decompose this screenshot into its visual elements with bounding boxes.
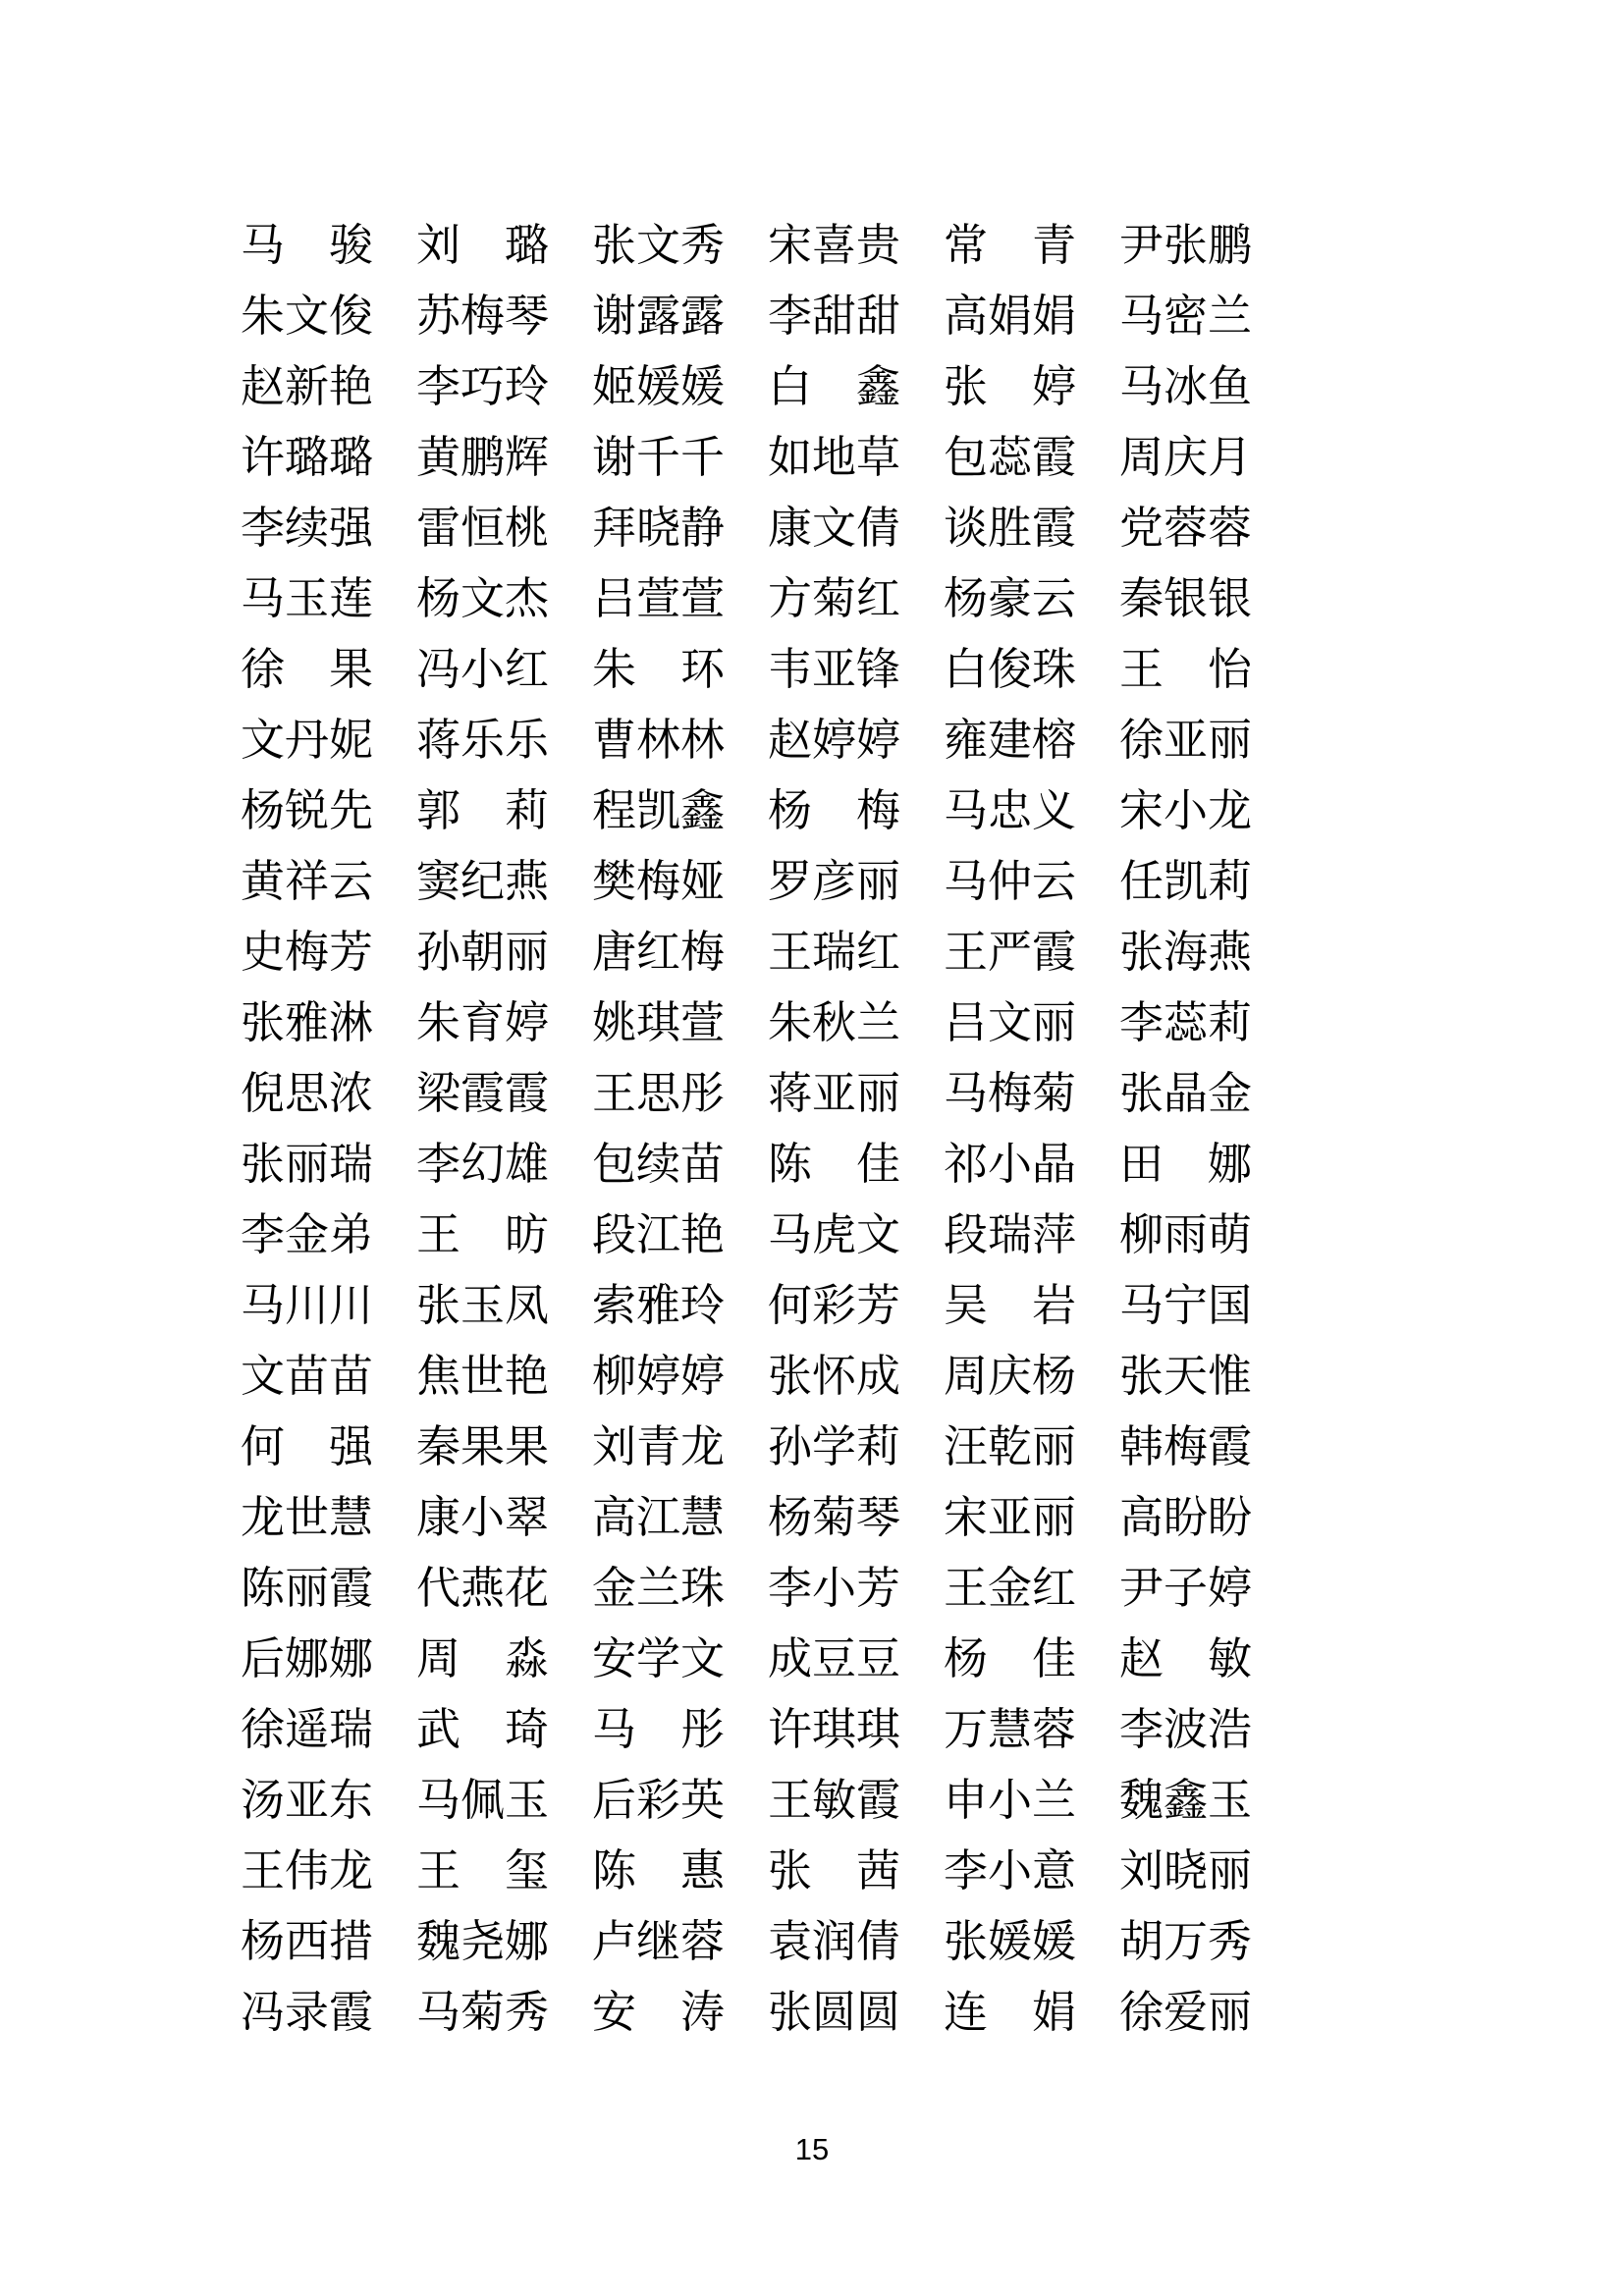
person-name: 韦亚锋 (768, 645, 901, 694)
person-name: 李金弟 (241, 1210, 374, 1259)
person-name: 刘 璐 (416, 221, 550, 270)
person-name: 倪思浓 (241, 1069, 374, 1118)
person-name: 武 琦 (416, 1705, 550, 1754)
person-name: 马梅菊 (944, 1069, 1077, 1118)
person-name: 冯录霞 (241, 1988, 374, 2037)
person-name: 李蕊莉 (1119, 998, 1253, 1047)
person-name: 宋亚丽 (944, 1493, 1077, 1542)
person-name: 徐爱丽 (1119, 1988, 1253, 2037)
person-name: 马 彤 (592, 1705, 726, 1754)
person-name: 马仲云 (944, 857, 1077, 906)
person-name: 焦世艳 (416, 1352, 550, 1401)
person-name: 王 怡 (1119, 645, 1253, 694)
person-name: 索雅玲 (592, 1281, 726, 1330)
person-name: 杨豪云 (944, 574, 1077, 623)
person-name: 魏鑫玉 (1119, 1776, 1253, 1825)
person-name: 李波浩 (1119, 1705, 1253, 1754)
person-name: 高江慧 (592, 1493, 726, 1542)
person-name: 姚琪萱 (592, 998, 726, 1047)
person-name: 徐亚丽 (1119, 716, 1253, 765)
person-name: 朱秋兰 (768, 998, 901, 1047)
person-name: 杨文杰 (416, 574, 550, 623)
person-name: 蒋乐乐 (416, 716, 550, 765)
person-name: 如地草 (768, 433, 901, 482)
person-name: 张晶金 (1119, 1069, 1253, 1118)
person-name: 安学文 (592, 1634, 726, 1683)
person-name: 徐遥瑞 (241, 1705, 374, 1754)
person-name: 马冰鱼 (1119, 362, 1253, 411)
person-name: 张玉凤 (416, 1281, 550, 1330)
person-name: 孙学莉 (768, 1422, 901, 1471)
person-name: 窦纪燕 (416, 857, 550, 906)
person-name: 唐红梅 (592, 928, 726, 977)
person-name: 李甜甜 (768, 292, 901, 341)
person-name: 马虎文 (768, 1210, 901, 1259)
person-name: 方菊红 (768, 574, 901, 623)
person-name: 张天惟 (1119, 1352, 1253, 1401)
person-name: 王 昉 (416, 1210, 550, 1259)
person-name: 谢千千 (592, 433, 726, 482)
person-name: 张海燕 (1119, 928, 1253, 977)
person-name: 金兰珠 (592, 1564, 726, 1613)
person-name: 汤亚东 (241, 1776, 374, 1825)
person-name: 许璐璐 (241, 433, 374, 482)
person-name: 赵新艳 (241, 362, 374, 411)
person-name: 苏梅琴 (416, 292, 550, 341)
person-name: 张丽瑞 (241, 1140, 374, 1189)
person-name: 马密兰 (1119, 292, 1253, 341)
person-name: 蒋亚丽 (768, 1069, 901, 1118)
person-name: 梁霞霞 (416, 1069, 550, 1118)
person-name: 安 涛 (592, 1988, 726, 2037)
person-name: 段江艳 (592, 1210, 726, 1259)
person-name: 郭 莉 (416, 786, 550, 835)
person-name: 冯小红 (416, 645, 550, 694)
person-name: 任凯莉 (1119, 857, 1253, 906)
person-name: 白 鑫 (768, 362, 901, 411)
person-name: 高娟娟 (944, 292, 1077, 341)
person-name: 姬媛媛 (592, 362, 726, 411)
person-name: 朱 环 (592, 645, 726, 694)
person-name: 吴 岩 (944, 1281, 1077, 1330)
person-name: 尹子婷 (1119, 1564, 1253, 1613)
person-name: 马宁国 (1119, 1281, 1253, 1330)
person-name: 包蕊霞 (944, 433, 1077, 482)
person-name: 周庆月 (1119, 433, 1253, 482)
person-name: 秦银银 (1119, 574, 1253, 623)
person-name: 谈胜霞 (944, 504, 1077, 553)
person-name: 朱文俊 (241, 292, 374, 341)
person-name: 张怀成 (768, 1352, 901, 1401)
person-name: 马玉莲 (241, 574, 374, 623)
person-name: 包续苗 (592, 1140, 726, 1189)
person-name: 段瑞萍 (944, 1210, 1077, 1259)
person-name: 杨菊琴 (768, 1493, 901, 1542)
person-name: 何彩芳 (768, 1281, 901, 1330)
person-name: 马川川 (241, 1281, 374, 1330)
person-name: 卢继蓉 (592, 1917, 726, 1966)
person-name: 柳婷婷 (592, 1352, 726, 1401)
person-name: 王思彤 (592, 1069, 726, 1118)
person-name: 文丹妮 (241, 716, 374, 765)
person-name: 许琪琪 (768, 1705, 901, 1754)
person-name: 张 婷 (944, 362, 1077, 411)
name-list (241, 210, 1252, 2048)
person-name: 孙朝丽 (416, 928, 550, 977)
person-name: 李小意 (944, 1846, 1077, 1896)
person-name: 黄鹏辉 (416, 433, 550, 482)
person-name: 袁润倩 (768, 1917, 901, 1966)
person-name: 赵婷婷 (768, 716, 901, 765)
person-name: 陈 惠 (592, 1846, 726, 1896)
person-name: 吕文丽 (944, 998, 1077, 1047)
person-name: 樊梅娅 (592, 857, 726, 906)
person-name: 康文倩 (768, 504, 901, 553)
person-name: 马菊秀 (416, 1988, 550, 2037)
person-name: 史梅芳 (241, 928, 374, 977)
person-name: 王 玺 (416, 1846, 550, 1896)
person-name: 文苗苗 (241, 1352, 374, 1401)
person-name: 徐 果 (241, 645, 374, 694)
person-name: 周庆杨 (944, 1352, 1077, 1401)
person-name: 周 淼 (416, 1634, 550, 1683)
person-name: 王金红 (944, 1564, 1077, 1613)
person-name: 李幻雄 (416, 1140, 550, 1189)
person-name: 后彩英 (592, 1776, 726, 1825)
person-name: 谢露露 (592, 292, 726, 341)
person-name: 胡万秀 (1119, 1917, 1253, 1966)
person-name: 李巧玲 (416, 362, 550, 411)
person-name: 马忠义 (944, 786, 1077, 835)
person-name: 连 娟 (944, 1988, 1077, 2037)
person-name: 龙世慧 (241, 1493, 374, 1542)
person-name: 雷恒桃 (416, 504, 550, 553)
person-name: 拜晓静 (592, 504, 726, 553)
person-name: 杨 梅 (768, 786, 901, 835)
person-name: 杨锐先 (241, 786, 374, 835)
person-name: 申小兰 (944, 1776, 1077, 1825)
person-name: 宋喜贵 (768, 221, 901, 270)
person-name: 常 青 (944, 221, 1077, 270)
person-name: 白俊珠 (944, 645, 1077, 694)
person-name: 成豆豆 (768, 1634, 901, 1683)
person-name: 杨西措 (241, 1917, 374, 1966)
person-name: 陈 佳 (768, 1140, 901, 1189)
person-name: 王严霞 (944, 928, 1077, 977)
person-name: 康小翠 (416, 1493, 550, 1542)
person-name: 田 娜 (1119, 1140, 1253, 1189)
person-name: 王瑞红 (768, 928, 901, 977)
person-name: 柳雨萌 (1119, 1210, 1253, 1259)
person-name: 秦果果 (416, 1422, 550, 1471)
person-name: 刘晓丽 (1119, 1846, 1253, 1896)
person-name: 朱育婷 (416, 998, 550, 1047)
person-name: 张文秀 (592, 221, 726, 270)
person-name: 杨 佳 (944, 1634, 1077, 1683)
person-name: 党蓉蓉 (1119, 504, 1253, 553)
person-name: 万慧蓉 (944, 1705, 1077, 1754)
person-name: 马 骏 (241, 221, 374, 270)
person-name: 祁小晶 (944, 1140, 1077, 1189)
person-name: 韩梅霞 (1119, 1422, 1253, 1471)
person-name: 后娜娜 (241, 1634, 374, 1683)
person-name: 李小芳 (768, 1564, 901, 1613)
person-name: 赵 敏 (1119, 1634, 1253, 1683)
person-name: 李续强 (241, 504, 374, 553)
person-name: 刘青龙 (592, 1422, 726, 1471)
person-name: 高盼盼 (1119, 1493, 1253, 1542)
person-name: 尹张鹏 (1119, 221, 1253, 270)
person-name: 王敏霞 (768, 1776, 901, 1825)
person-name: 魏尧娜 (416, 1917, 550, 1966)
person-name: 曹林林 (592, 716, 726, 765)
person-name: 程凯鑫 (592, 786, 726, 835)
person-name: 吕萱萱 (592, 574, 726, 623)
person-name: 代燕花 (416, 1564, 550, 1613)
person-name: 张媛媛 (944, 1917, 1077, 1966)
person-name: 何 强 (241, 1422, 374, 1471)
person-name: 雍建榕 (944, 716, 1077, 765)
person-name: 罗彦丽 (768, 857, 901, 906)
person-name: 黄祥云 (241, 857, 374, 906)
person-name: 王伟龙 (241, 1846, 374, 1896)
page-number: 15 (794, 2132, 830, 2166)
person-name: 张 茜 (768, 1846, 901, 1896)
person-name: 张圆圆 (768, 1988, 901, 2037)
person-name: 汪乾丽 (944, 1422, 1077, 1471)
person-name: 宋小龙 (1119, 786, 1253, 835)
person-name: 张雅淋 (241, 998, 374, 1047)
person-name: 马佩玉 (416, 1776, 550, 1825)
person-name: 陈丽霞 (241, 1564, 374, 1613)
